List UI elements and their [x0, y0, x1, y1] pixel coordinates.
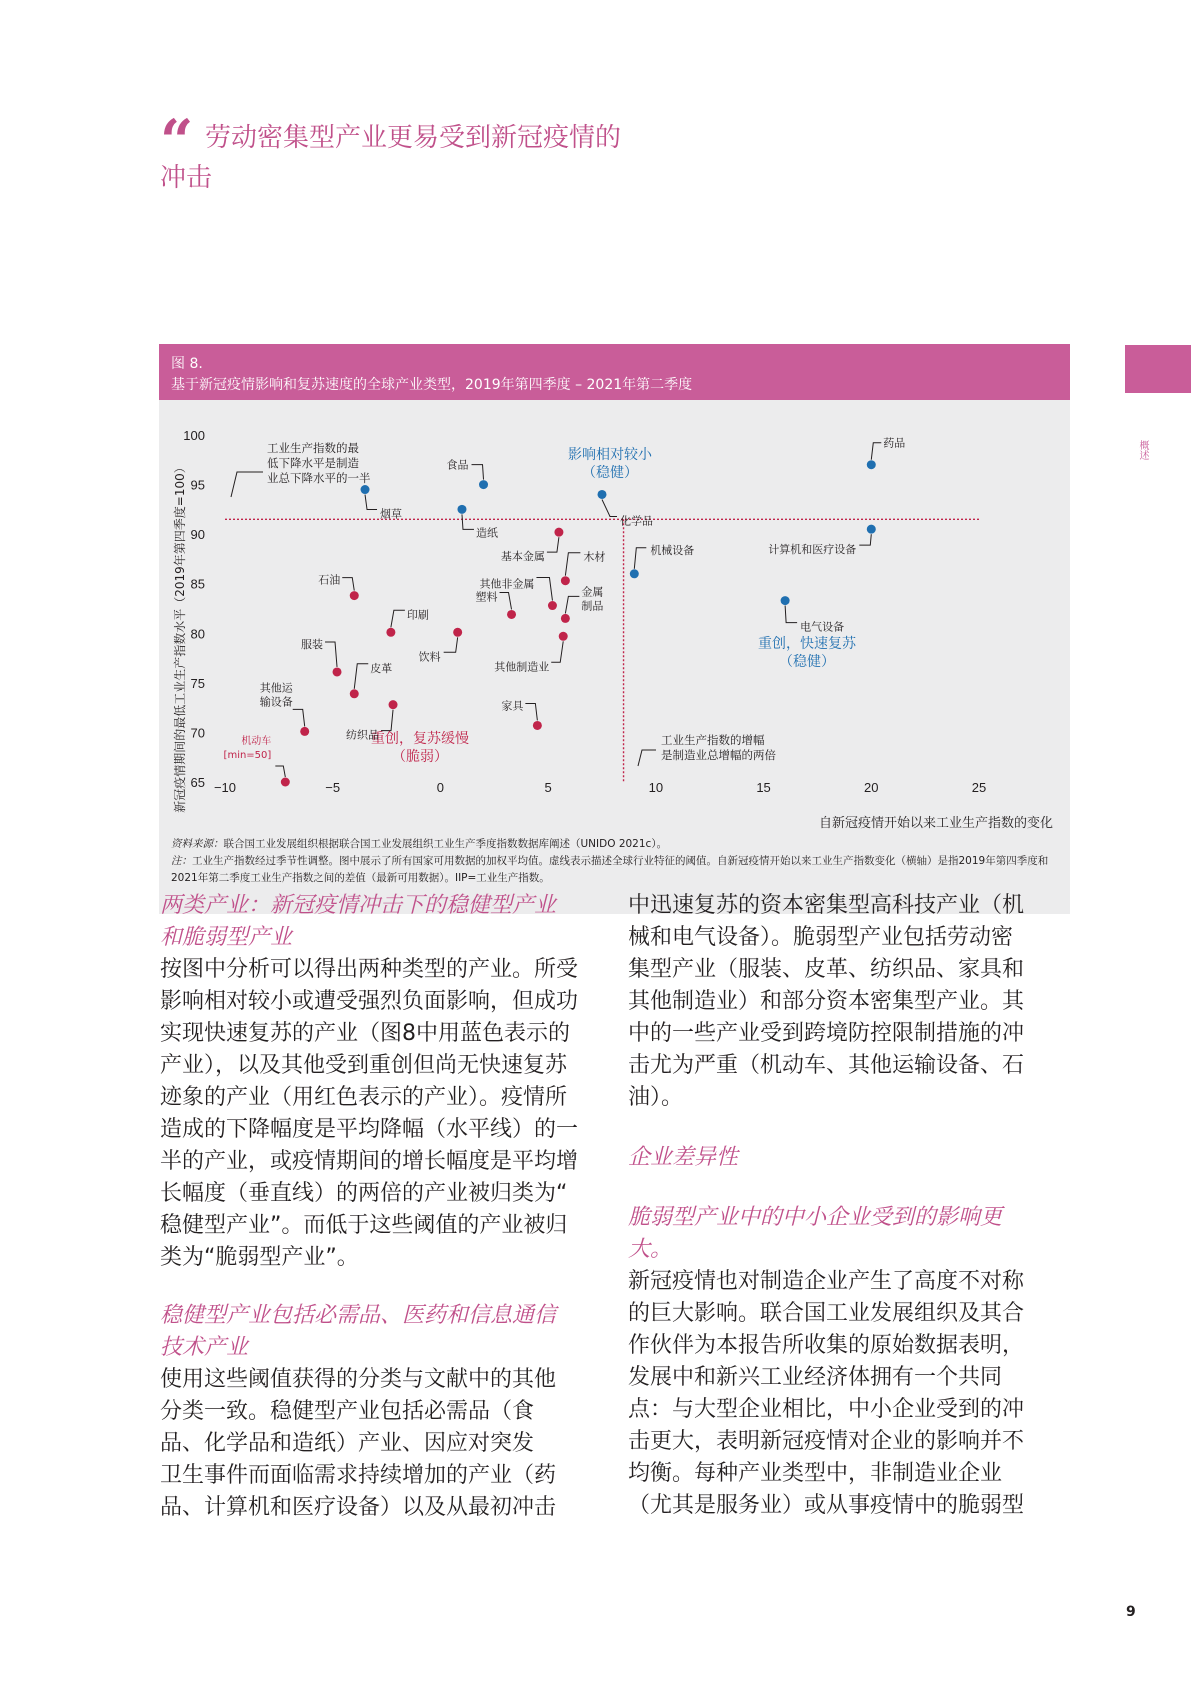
quadrant-bl-line2: （脆弱）	[392, 749, 448, 765]
para1-line: 半的产业，或疫情期间的增长幅度是平均增	[160, 1149, 579, 1174]
para2-line: 分类一致。稳健型产业包括必需品（食	[160, 1399, 535, 1424]
scatter-point	[554, 528, 563, 537]
right-para2-line: 击更大，表明新冠疫情对企业的影响并不	[628, 1429, 1025, 1454]
point-label: 基本金属	[500, 550, 545, 564]
scatter-point	[350, 591, 359, 600]
scatter-point	[533, 721, 542, 730]
heading-robust-1: 稳健型产业包括必需品、医药和信息通信	[160, 1303, 557, 1328]
point-label: 造纸	[475, 526, 498, 540]
right-para2-line: 均衡。每种产业类型中，非制造业企业	[628, 1461, 1003, 1486]
y-tick-label: 95	[190, 477, 205, 493]
x-tick-label: 5	[544, 780, 552, 795]
annotation-hline-line3: 业总下降水平的一半	[267, 471, 371, 485]
para1-line: 产业），以及其他受到重创但尚无快速复苏	[160, 1053, 568, 1078]
leader-line	[365, 495, 377, 510]
right-para2-line: 新冠疫情也对制造企业产生了高度不对称	[628, 1269, 1025, 1294]
point-label: 机械设备	[650, 543, 695, 557]
scatter-point-group	[630, 543, 695, 579]
leader-line	[785, 606, 797, 623]
min-note: [min=50]	[223, 750, 272, 761]
para1-line: 稳健型产业”。而低于这些阈值的产业被归	[160, 1213, 568, 1238]
heading-two-types-1: 两类产业：新冠疫情冲击下的稳健型产业	[160, 893, 557, 918]
point-label: 木材	[583, 550, 606, 564]
leader-line	[462, 514, 474, 529]
annotation-hline	[231, 441, 371, 497]
para2-line: 品、计算机和医疗设备）以及从最初冲击	[160, 1495, 557, 1520]
point-label: 电气设备	[800, 620, 845, 634]
scatter-point	[386, 628, 395, 637]
heading-sme-1: 脆弱型产业中的中小企业受到的影响更	[628, 1205, 1003, 1230]
scatter-point	[867, 525, 876, 534]
scatter-point-group	[457, 505, 498, 540]
y-tick-label: 80	[190, 626, 205, 642]
y-tick-label: 70	[190, 725, 205, 741]
scatter-point	[361, 485, 370, 494]
heading-firm-differences: 企业差异性	[628, 1145, 739, 1170]
x-tick-label: −5	[325, 780, 341, 795]
leader-line	[342, 578, 354, 591]
right-column	[628, 890, 1074, 1522]
scatter-point-group	[361, 485, 403, 521]
y-tick-label: 65	[190, 775, 205, 790]
heading-robust-2: 技术产业	[160, 1335, 249, 1360]
page-title-line2: 冲击	[160, 163, 213, 193]
leader-line	[472, 465, 484, 480]
page-number: 9	[1126, 1604, 1136, 1620]
point-label: 输设备	[259, 695, 293, 709]
right-para1-line: 械和电气设备）。脆弱型产业包括劳动密	[628, 925, 1014, 950]
right-para2-line: （尤其是服务业）或从事疫情中的脆弱型	[628, 1493, 1025, 1518]
point-label: 制品	[581, 599, 604, 613]
heading-two-types-2: 和脆弱型产业	[160, 925, 293, 950]
point-label: 塑料	[475, 590, 498, 604]
leader-line	[293, 709, 305, 726]
leader-line	[859, 534, 871, 545]
scatter-point	[598, 490, 607, 499]
para1-line: 迹象的产业（用红色表示的产业）。疫情所	[160, 1085, 568, 1110]
right-para1-line: 击尤为严重（机动车、其他运输设备、石	[628, 1053, 1025, 1078]
y-tick-label: 75	[190, 675, 205, 691]
annotation-hline-line2: 低下降水平是制造	[267, 456, 359, 470]
right-para2-line: 作伙伴为本报告所收集的原始数据表明，	[628, 1333, 1025, 1358]
leader-line	[275, 766, 285, 777]
scatter-point-group	[501, 528, 564, 564]
note-line	[171, 853, 1061, 887]
leader-line	[391, 610, 405, 627]
right-para2-line: 点：与大型企业相比，中小企业受到的冲	[628, 1397, 1025, 1422]
y-tick-label: 100	[183, 428, 205, 443]
scatter-point-group	[447, 459, 489, 490]
point-label: 饮料	[418, 650, 441, 664]
scatter-point-group	[301, 637, 342, 677]
scatter-point	[630, 569, 639, 578]
note-label: 注：	[171, 855, 192, 867]
x-tick-label: 25	[971, 780, 987, 795]
x-tick-label: 20	[864, 780, 879, 795]
y-tick-label: 90	[190, 527, 205, 543]
point-label: 金属	[581, 585, 604, 599]
figure-header	[159, 344, 1070, 400]
section-label: 概述	[1137, 440, 1148, 460]
point-label: 烟草	[380, 507, 403, 521]
scatter-point	[453, 628, 462, 637]
point-label: 其他制造业	[494, 660, 550, 674]
quadrant-br-line1: 重创，快速复苏	[758, 636, 856, 652]
scatter-point-group	[494, 632, 568, 674]
scatter-point-group	[419, 628, 463, 664]
quadrant-top-line2: （稳健）	[582, 465, 638, 481]
x-tick-label: 10	[648, 780, 664, 795]
source-line	[171, 836, 1061, 853]
source-label: 资料来源：	[171, 838, 224, 850]
point-label: 家具	[501, 699, 524, 713]
point-label: 皮革	[370, 661, 393, 675]
leader-line	[565, 596, 579, 613]
point-label: 化学品	[620, 514, 653, 528]
scatter-point	[559, 632, 568, 641]
leader-line	[565, 553, 580, 576]
source-text: 联合国工业发展组织根据联合国工业发展组织工业生产季度指数数据库阐述（UNIDO 2021c）。	[223, 838, 668, 850]
para1-line: 类为“脆弱型产业”。	[160, 1245, 359, 1270]
para1-line: 按图中分析可以得出两种类型的产业。所受	[160, 957, 579, 982]
leader-line	[551, 641, 563, 662]
para1-line: 影响相对较小或遭受强烈负面影响，但成功	[160, 989, 579, 1014]
para1-line: 长幅度（垂直线）的两倍的产业被归类为“	[160, 1181, 568, 1206]
leader-line	[525, 703, 537, 720]
figure-number: 图 8.	[171, 356, 203, 372]
right-para2-line: 的巨大影响。联合国工业发展组织及其合	[628, 1301, 1025, 1326]
scatter-point	[561, 614, 570, 623]
quadrant-top-line1: 影响相对较小	[568, 447, 652, 463]
scatter-point-group	[598, 490, 654, 528]
note-text: 工业生产指数经过季节性调整。图中展示了所有国家可用数据的加权平均值。虚线表示描述全球行业特征的阈值。自新冠疫情开始以来工业生产指数变化（横轴）是指2019年第四季度和2021年第二季度工业生产指数之间的差值（最新可用数据）。IIP=工业生产指数。	[171, 855, 1049, 884]
para1-line: 实现快速复苏的产业（图8中用蓝色表示的	[160, 1021, 570, 1046]
scatter-point	[507, 610, 516, 619]
scatter-point	[281, 778, 290, 787]
scatter-point	[350, 689, 359, 698]
right-para1-line: 集型产业（服装、皮革、纺织品、家具和	[628, 957, 1025, 982]
point-label: 印刷	[406, 608, 429, 622]
scatter-point-group	[318, 573, 359, 601]
scatter-point	[781, 596, 790, 605]
para1-line: 造成的下降幅度是平均降幅（水平线）的一	[160, 1117, 579, 1142]
scatter-point-group	[260, 680, 310, 736]
leader-line	[354, 664, 368, 689]
scatter-point-group	[476, 589, 517, 619]
leader-line	[536, 578, 552, 601]
x-tick-label: 0	[436, 780, 445, 795]
annotation-vline	[638, 733, 776, 766]
quote-mark-icon: “	[160, 107, 194, 175]
point-label: 服装	[301, 637, 324, 651]
scatter-point	[300, 727, 309, 736]
quadrant-br-line2: （稳健）	[779, 654, 835, 670]
leader-line	[547, 537, 559, 552]
para2-line: 卫生事件而面临需求持续增加的产业（药	[160, 1463, 557, 1488]
annotation-hline-line1: 工业生产指数的最	[267, 441, 359, 455]
right-para1-line: 其他制造业）和部分资本密集型产业。其	[628, 989, 1025, 1014]
point-label: 药品	[883, 436, 906, 450]
page-title-line1: 劳动密集型产业更易受到新冠疫情的	[205, 123, 622, 153]
point-label: 其他非金属	[479, 577, 535, 591]
quadrant-bl-line1: 重创，复苏缓慢	[371, 731, 469, 747]
x-tick-label: 15	[756, 780, 771, 795]
leader-line	[634, 548, 646, 569]
right-para2-line: 发展中和新兴工业经济体拥有一个共同	[628, 1365, 1003, 1390]
leader-line	[602, 499, 617, 516]
leader-line	[381, 710, 393, 731]
para2-line: 使用这些阈值获得的分类与文献中的其他	[160, 1367, 557, 1392]
left-column	[160, 890, 606, 1524]
scatter-point	[479, 480, 488, 489]
figure-8	[159, 344, 1070, 914]
leader-line	[500, 592, 512, 609]
right-para1-line: 油）。	[628, 1085, 684, 1110]
heading-sme-2: 大。	[628, 1237, 673, 1262]
para2-line: 品、化学品和造纸）产业、因应对突发	[160, 1431, 535, 1456]
annotation-vline-line2: 是制造业总增幅的两倍	[661, 748, 776, 762]
leader-line	[444, 637, 458, 652]
x-axis-label: 自新冠疫情开始以来工业生产指数的变化	[818, 816, 1053, 831]
scatter-point-group	[386, 607, 429, 637]
right-para1-line: 中迅速复苏的资本密集型高科技产业（机	[628, 893, 1025, 918]
section-tab	[1125, 345, 1191, 393]
scatter-point-group	[867, 436, 906, 470]
scatter-chart	[159, 400, 1070, 834]
scatter-point-group	[561, 550, 606, 586]
x-tick-label: −10	[213, 780, 237, 795]
leader-line	[325, 642, 337, 667]
point-label: 石油	[318, 573, 341, 587]
annotation-vline-line1: 工业生产指数的增幅	[661, 733, 765, 747]
scatter-point-group	[561, 584, 604, 623]
point-label: 其他运	[259, 681, 293, 695]
scatter-point-group	[768, 525, 876, 557]
scatter-point-group	[781, 596, 845, 634]
page-title	[160, 118, 665, 198]
scatter-point	[561, 576, 570, 585]
scatter-point	[548, 601, 557, 610]
scatter-point	[457, 505, 466, 514]
point-label: 纺织品	[346, 728, 380, 742]
figure-notes	[171, 836, 1061, 887]
y-axis-label: 新冠疫情期间的最低工业生产指数水平（2019年第四季度=100）	[173, 461, 187, 813]
point-label: 计算机和医疗设备	[768, 543, 857, 557]
point-label: 食品	[446, 458, 469, 472]
scatter-point-group	[224, 734, 290, 787]
right-para1-line: 中的一些产业受到跨境防控限制措施的冲	[628, 1021, 1025, 1046]
figure-title: 基于新冠疫情影响和复苏速度的全球产业类型，2019年第四季度 – 2021年第二季度	[171, 377, 693, 393]
y-tick-label: 85	[190, 576, 205, 592]
scatter-point	[333, 667, 342, 676]
leader-line	[871, 443, 881, 460]
scatter-point	[389, 700, 398, 709]
scatter-point	[867, 460, 876, 469]
point-label: 机动车	[241, 736, 272, 747]
scatter-point-group	[501, 698, 542, 730]
scatter-point-group	[350, 661, 393, 699]
